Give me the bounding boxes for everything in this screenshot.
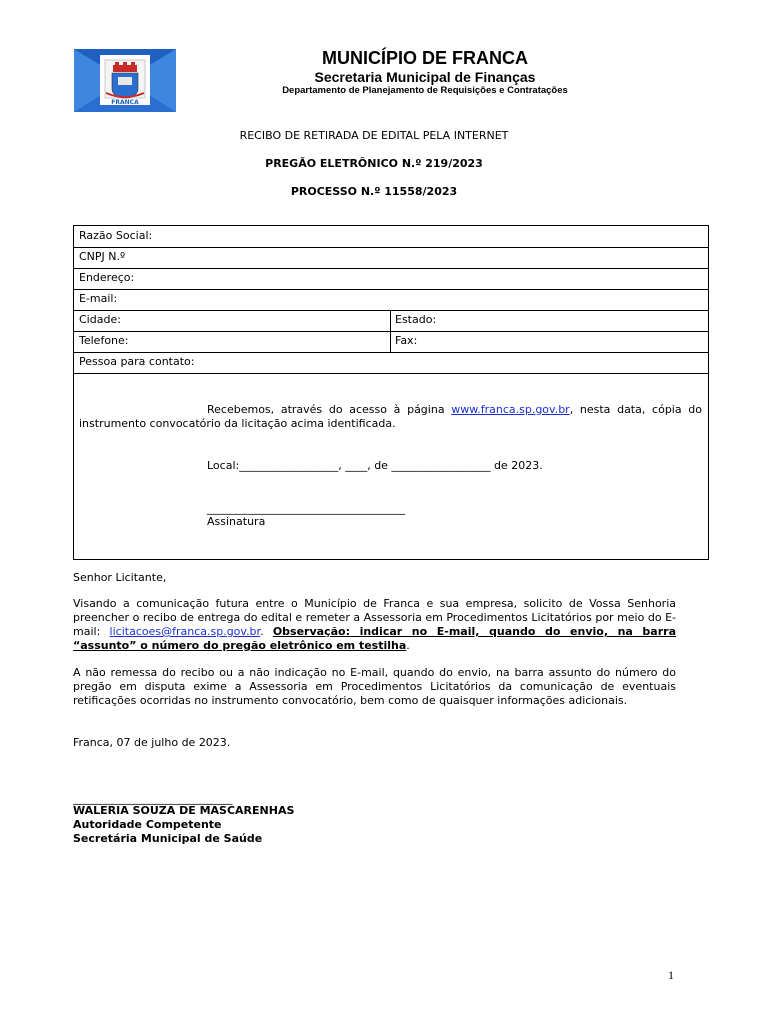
signature-line[interactable]: ____________________________________ xyxy=(207,502,405,515)
form-row-endereco[interactable] xyxy=(74,268,708,290)
p1-text: Visando a comunicação futura entre o Município de Franca e sua empresa, solicito de Vossa Senhoria preencher o recibo de entrega do edital e remeter a Assessoria em Procedimentos Licitatórios por meio do E-mail: xyxy=(73,597,676,638)
form-row-cnpj[interactable] xyxy=(74,247,708,269)
authority-role: Autoridade Competente xyxy=(73,818,222,831)
form-row-contato[interactable] xyxy=(74,352,708,374)
form-row-email[interactable] xyxy=(74,289,708,311)
authority-signature-line: _____________________________ xyxy=(73,792,233,805)
email-label: E-mail: xyxy=(79,292,118,305)
statement-text: Recebemos, através do acesso à página xyxy=(207,403,445,416)
telefone-label: Telefone: xyxy=(79,334,129,347)
statement-text-cont: , nesta data, cópia do xyxy=(569,403,702,416)
paragraph-2: A não remessa do recibo ou a não indicação no E-mail, quando do envio, na barra assunto do número do pregão em disputa exime a Assessoria em Procedimentos Licitatórios da comunicação de eventuais retificações ocorridas no instrumento convocatório, bem como de quaisquer informações adicionais. xyxy=(73,666,676,707)
fax-label: Fax: xyxy=(395,334,418,347)
cell-divider xyxy=(390,310,391,331)
secretariat-subtitle: Secretaria Municipal de Finanças xyxy=(314,69,536,85)
date-line: Franca, 07 de julho de 2023. xyxy=(73,736,231,749)
local-date-line[interactable]: Local:__________________, ____, de __________________ de 2023. xyxy=(207,459,543,472)
franca-site-link[interactable]: www.franca.sp.gov.br xyxy=(451,403,570,416)
receipt-heading: RECIBO DE RETIRADA DE EDITAL PELA INTERNET xyxy=(239,129,509,142)
greeting: Senhor Licitante, xyxy=(73,571,167,584)
logo-caption: FRANCA xyxy=(111,99,139,106)
endereco-label: Endereço: xyxy=(79,271,135,284)
cell-divider xyxy=(390,331,391,352)
licitacoes-email-link[interactable]: licitacoes@franca.sp.gov.br xyxy=(109,625,261,638)
razao-social-label: Razão Social: xyxy=(79,229,153,242)
form-row-cidade-estado xyxy=(74,310,708,332)
p1-sep: . xyxy=(260,625,273,638)
estado-label: Estado: xyxy=(395,313,437,326)
authority-department: Secretária Municipal de Saúde xyxy=(73,832,263,845)
assinatura-label: Assinatura xyxy=(207,515,266,528)
page-number: 1 xyxy=(668,968,674,982)
pregao-number: PREGÃO ELETRÔNICO N.º 219/2023 xyxy=(265,157,483,170)
p1-end: . xyxy=(406,639,410,652)
receipt-form xyxy=(73,225,709,560)
franca-flag-logo xyxy=(74,49,176,112)
receipt-statement xyxy=(79,403,702,431)
contato-label: Pessoa para contato: xyxy=(79,355,195,368)
cidade-label: Cidade: xyxy=(79,313,121,326)
department-line: Departamento de Planejamento de Requisições e Contratações xyxy=(282,85,568,96)
paragraph-1 xyxy=(73,597,676,653)
municipality-title: MUNICÍPIO DE FRANCA xyxy=(322,48,528,68)
form-row-telefone-fax xyxy=(74,331,708,353)
observacao-text: Observação: indicar no E-mail, quando do envio, na barra “assunto” o número do pregão eletrônico em testilha xyxy=(73,625,677,652)
form-row-razao-social[interactable] xyxy=(74,226,708,248)
processo-number: PROCESSO N.º 11558/2023 xyxy=(290,185,458,198)
cnpj-label: CNPJ N.º xyxy=(79,250,126,263)
statement-text-end: instrumento convocatório da licitação acima identificada. xyxy=(79,417,396,430)
authority-name: WALERIA SOUZA DE MASCARENHAS xyxy=(73,804,295,817)
